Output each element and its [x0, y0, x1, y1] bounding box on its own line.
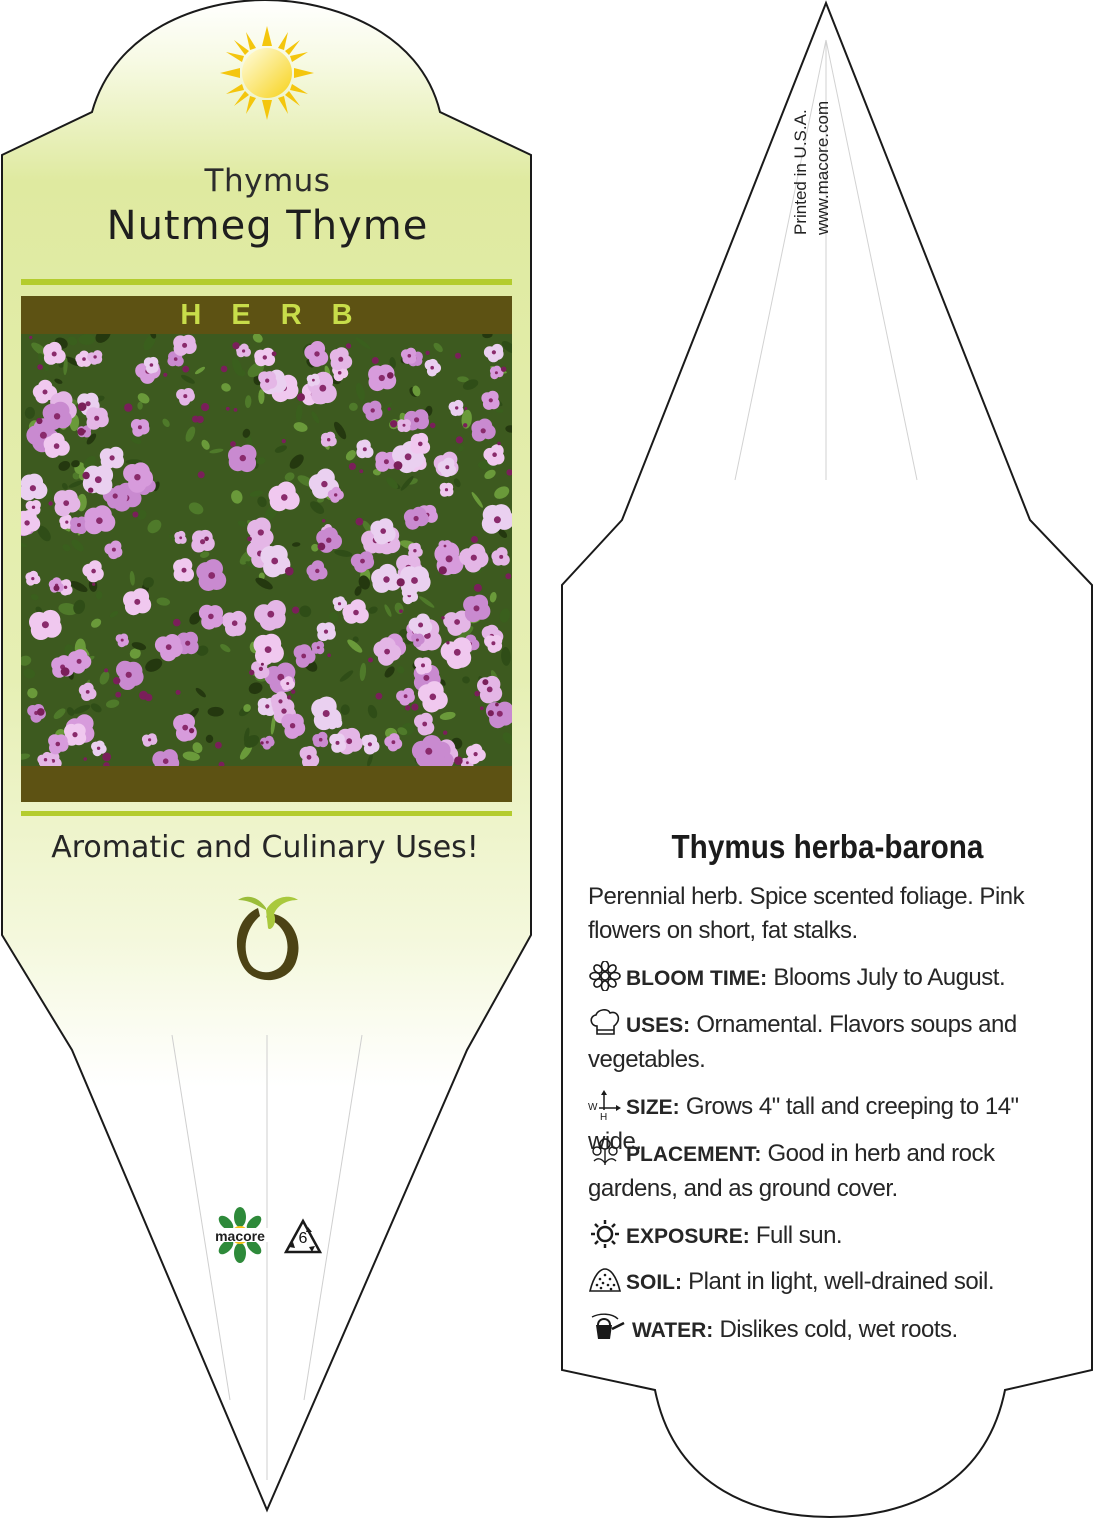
photo-flower: [321, 432, 337, 447]
photo-flower: [463, 595, 490, 623]
photo-bottom-band: [21, 766, 512, 802]
photo-bud: [430, 423, 436, 429]
photo-bud: [282, 439, 286, 443]
photo-bud: [291, 690, 295, 694]
attr-uses: [588, 1008, 1068, 1077]
photo-bud: [474, 584, 482, 592]
photo-flower: [83, 465, 113, 495]
photo-bud: [272, 351, 277, 356]
photo-bud: [397, 578, 405, 586]
website-text: www.macore.com: [813, 100, 832, 235]
botanical-name: Thymus herba-barona: [671, 828, 984, 865]
recycle-code: 6: [298, 1230, 308, 1247]
photo-bud: [505, 573, 511, 579]
attr-value: Plant in light, well-drained soil.: [688, 1268, 994, 1295]
plant-photo: [21, 334, 512, 766]
photo-bud: [201, 403, 209, 411]
photo-bud: [92, 583, 95, 586]
photo-bud: [221, 366, 228, 373]
photo-bud: [189, 728, 194, 733]
photo-flower: [307, 374, 320, 387]
photo-bud: [215, 742, 222, 749]
photo-bud: [204, 537, 209, 542]
printed-in-text: Printed in U.S.A.: [791, 109, 810, 235]
photo-bud: [456, 436, 463, 443]
brand-name: macore: [215, 1228, 265, 1244]
photo-bud: [145, 694, 153, 702]
attr-water: [588, 1313, 1068, 1348]
photo-bud: [37, 364, 43, 370]
photo-bud: [247, 537, 252, 542]
attr-value: Blooms July to August.: [773, 964, 1006, 991]
photo-bud: [497, 442, 501, 446]
photo-flower: [481, 391, 499, 410]
photo-bud: [196, 416, 203, 423]
photo-flower: [173, 335, 197, 356]
photo-bud: [322, 519, 325, 522]
photo-bud: [88, 488, 93, 493]
size-icon: [588, 1090, 622, 1120]
photo-bud: [394, 461, 403, 470]
printed-info: [790, 60, 850, 235]
photo-bud: [261, 663, 264, 666]
photo-bud: [182, 366, 189, 373]
attr-value: Dislikes cold, wet roots.: [719, 1316, 958, 1343]
photo-bud: [48, 501, 52, 505]
placement-icon: [588, 1137, 622, 1167]
photo-bud: [78, 402, 87, 411]
photo-bud: [198, 471, 205, 478]
photo-bud: [411, 704, 418, 711]
photo-bud: [443, 731, 447, 735]
photo-bud: [480, 706, 484, 710]
photo-bud: [230, 441, 236, 447]
attr-value: Good in herb and rock gardens, and as ground cover.: [588, 1140, 995, 1202]
photo-bud: [359, 469, 363, 473]
photo-bud: [441, 616, 444, 619]
photo-bud: [163, 373, 167, 377]
photo-bud: [132, 512, 138, 518]
photo-bud: [454, 756, 463, 765]
photo-flower: [228, 445, 257, 473]
photo-bud: [387, 372, 394, 379]
photo-flower: [254, 348, 275, 366]
soil-icon: [588, 1265, 622, 1295]
flower-icon: [588, 961, 622, 991]
genus-name: Thymus: [204, 163, 331, 199]
photo-flower: [29, 610, 62, 640]
attr-exposure: [588, 1219, 1068, 1254]
photo-bud: [173, 619, 181, 627]
photo-flower: [173, 558, 194, 582]
attr-label: WATER:: [632, 1319, 714, 1342]
photo-bud: [36, 418, 42, 424]
photo-bud: [349, 463, 356, 470]
photo-bud: [327, 653, 331, 657]
photo-flower: [43, 402, 72, 430]
photo-flower: [191, 530, 215, 553]
photo-bud: [176, 690, 181, 695]
attr-label: USES:: [626, 1014, 691, 1037]
tagline: Aromatic and Culinary Uses!: [51, 830, 479, 865]
chef-hat-icon: [588, 1008, 622, 1038]
photo-bud: [83, 757, 87, 761]
common-name: Nutmeg Thyme: [106, 203, 429, 249]
photo-flower: [410, 433, 430, 454]
photo-bud: [124, 403, 132, 411]
photo-bud: [37, 708, 45, 716]
photo-bud: [54, 585, 60, 591]
photo-flower: [401, 348, 417, 364]
photo-bud: [495, 703, 499, 707]
photo-bud: [376, 693, 383, 700]
photo-bud: [115, 692, 121, 698]
photo-bud: [471, 536, 478, 543]
photo-bud: [234, 408, 238, 412]
photo-bud: [61, 667, 70, 676]
svg-text:H: H: [600, 1112, 607, 1120]
attr-value: Full sun.: [755, 1222, 843, 1249]
photo-bud: [226, 407, 230, 411]
photo-bud: [29, 336, 32, 339]
photo-bud: [390, 420, 397, 427]
photo-bud: [405, 705, 410, 710]
photo-bud: [474, 691, 480, 697]
photo-bud: [113, 677, 120, 684]
category-label: HERB: [180, 299, 383, 331]
photo-leaf: [206, 735, 213, 743]
photo-bud: [346, 343, 351, 348]
photo-bud: [292, 607, 299, 614]
attr-soil: [588, 1265, 1068, 1300]
sun-icon: [220, 26, 314, 120]
photo-flower: [199, 605, 223, 630]
photo-bud: [463, 423, 467, 427]
photo-leaf: [258, 389, 264, 404]
photo-bud: [297, 393, 305, 401]
photo-bud: [260, 741, 263, 744]
photo-bud: [368, 658, 373, 663]
attr-placement: [588, 1137, 1068, 1206]
attr-label: EXPOSURE:: [626, 1225, 750, 1248]
photo-bud: [232, 342, 239, 349]
photo-bud: [249, 670, 254, 675]
photo-bud: [372, 357, 379, 364]
photo-bud: [104, 668, 108, 672]
growth-swirl-icon: [226, 888, 306, 988]
photo-flower: [482, 504, 512, 534]
attr-label: PLACEMENT:: [626, 1143, 762, 1166]
attr-value: Grows 4" tall and creeping to 14" wide.: [588, 1093, 1019, 1155]
photo-flower: [440, 483, 454, 497]
photo-bud: [318, 543, 326, 551]
watering-can-icon: [588, 1313, 628, 1343]
svg-text:W: W: [588, 1102, 597, 1113]
photo-bud: [287, 695, 291, 699]
photo-bud: [388, 407, 391, 410]
photo-bud: [455, 353, 461, 359]
photo-bud: [399, 609, 403, 613]
attr-bloom-time: [588, 961, 1068, 996]
photo-bud: [464, 407, 467, 410]
photo-bud: [82, 472, 89, 479]
photo-bud: [285, 567, 294, 576]
sun-outline-icon: [588, 1219, 622, 1249]
photo-bud: [426, 351, 430, 355]
photo-flower: [317, 622, 336, 641]
photo-flower: [397, 419, 411, 432]
photo-leaf: [208, 707, 224, 717]
photo-bud: [439, 566, 447, 574]
accent-line-bottom: [21, 811, 512, 816]
photo-flower: [254, 634, 284, 666]
photo-bud: [482, 679, 488, 685]
photo-bud: [488, 710, 494, 716]
accent-line-top: [21, 279, 512, 285]
attr-label: SOIL:: [626, 1271, 682, 1294]
photo-bud: [356, 518, 364, 526]
plant-description: Perennial herb. Spice scented foliage. Pink flowers on short, fat stalks.: [588, 883, 1025, 944]
photo-bud: [501, 367, 506, 372]
attr-label: SIZE:: [626, 1096, 680, 1119]
attr-label: BLOOM TIME:: [626, 967, 768, 990]
photo-flower: [311, 641, 324, 654]
photo-bud: [446, 641, 449, 644]
attr-value: Ornamental. Flavors soups and vegetables.: [588, 1011, 1017, 1073]
photo-bud: [102, 753, 111, 762]
photo-bud: [77, 428, 85, 436]
